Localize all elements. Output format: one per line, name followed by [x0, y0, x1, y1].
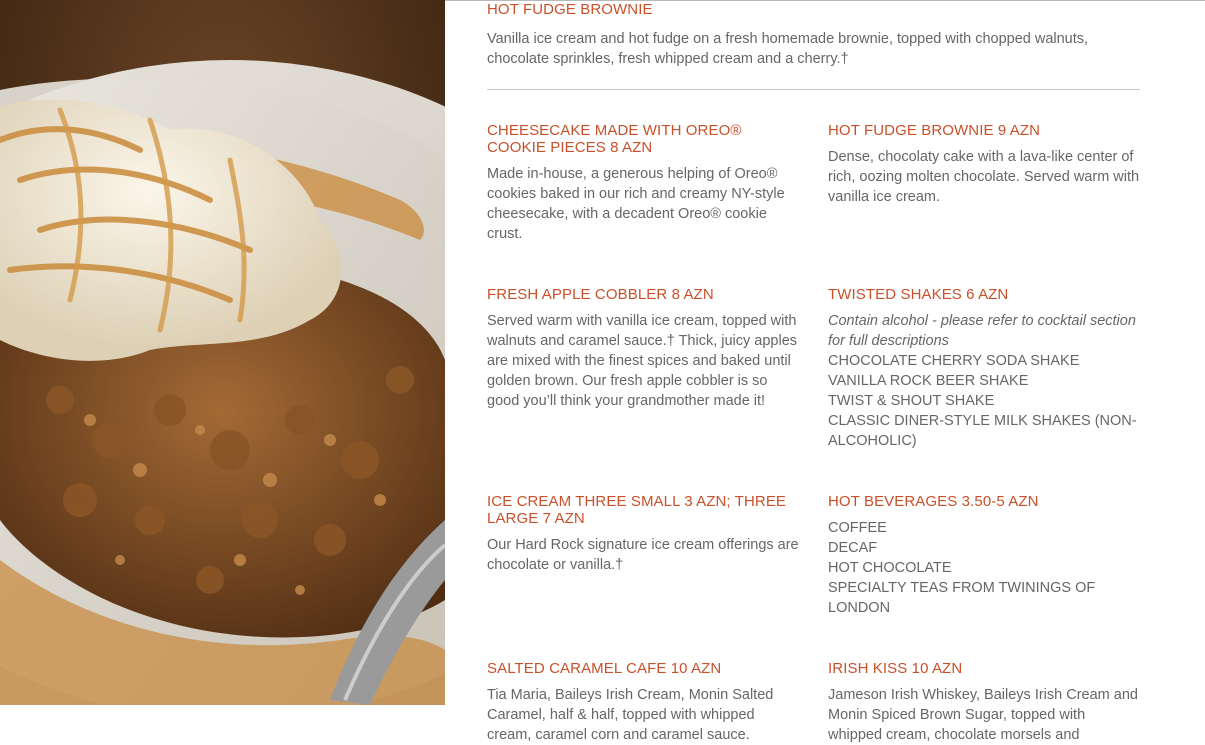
- item-description: Tia Maria, Baileys Irish Cream, Monin Salted Caramel, half & half, topped with whipped cream, caramel corn and caramel sauce.: [487, 687, 774, 743]
- item-description: Our Hard Rock signature ice cream offerings are chocolate or vanilla.†: [487, 537, 799, 573]
- list-item: SPECIALTY TEAS FROM TWININGS OF LONDON: [828, 580, 1096, 616]
- item-description: Served warm with vanilla ice cream, topped with walnuts and caramel sauce.† Thick, juicy apples are mixed with the finest spices and baked until golden brown. Our fresh apple cobbler is so good you’ll think your grandmother made it!: [487, 313, 798, 409]
- item-title: FRESH APPLE COBBLER 8 AZN: [487, 286, 714, 303]
- menu-item-hot-beverages: [828, 493, 1140, 618]
- featured-title: HOT FUDGE BROWNIE: [487, 1, 653, 18]
- item-title: TWISTED SHAKES 6 AZN: [828, 286, 1009, 303]
- item-title: HOT BEVERAGES 3.50-5 AZN: [828, 493, 1039, 510]
- section-divider: [487, 89, 1140, 90]
- shake-list: [828, 351, 1140, 451]
- item-note: [828, 311, 1140, 351]
- beverage-list: [828, 518, 1140, 618]
- menu-item-twisted-shakes: [828, 286, 1140, 451]
- menu-item-cheesecake: [487, 122, 799, 244]
- item-title: SALTED CARAMEL CAFE 10 AZN: [487, 660, 722, 677]
- featured-description: Vanilla ice cream and hot fudge on a fresh homemade brownie, topped with chopped walnuts, chocolate sprinkles, fresh whipped cream and a cherry.†: [487, 31, 1089, 67]
- list-item: VANILLA ROCK BEER SHAKE: [828, 373, 1029, 389]
- item-title: IRISH KISS 10 AZN: [828, 660, 963, 677]
- menu-item-hot-fudge-brownie: [828, 122, 1140, 207]
- list-item: [828, 411, 1140, 451]
- list-item: HOT CHOCOLATE: [828, 560, 952, 576]
- item-description: Dense, chocolaty cake with a lava-like center of rich, oozing molten chocolate. Served warm with vanilla ice cream.: [828, 149, 1140, 205]
- list-item: CHOCOLATE CHERRY SODA SHAKE: [828, 353, 1080, 369]
- item-title: CHEESECAKE MADE WITH OREO® COOKIE PIECES 8 AZN: [487, 122, 742, 156]
- list-item-text: CLASSIC DINER-STYLE MILK SHAKES (NON-ALCOHOLIC): [828, 413, 1137, 449]
- list-item: DECAF: [828, 540, 878, 556]
- list-item: COFFEE: [828, 520, 887, 536]
- menu-item-apple-cobbler: [487, 286, 799, 411]
- list-item: TWIST & SHOUT SHAKE: [828, 393, 995, 409]
- menu-item-salted-caramel-cafe: [487, 660, 799, 745]
- item-description: Jameson Irish Whiskey, Baileys Irish Cream and Monin Spiced Brown Sugar, topped with whipped cream, chocolate morsels and: [828, 687, 1138, 743]
- featured-item: [487, 1, 1140, 69]
- item-description: Made in-house, a generous helping of Oreo® cookies baked in our rich and creamy NY-style cheesecake, with a decadent Oreo® cookie crust.: [487, 166, 785, 242]
- dessert-photo: [0, 0, 445, 705]
- alcohol-note: Contain alcohol - please refer to cocktail section for full descriptions: [828, 313, 1136, 349]
- item-title: ICE CREAM THREE SMALL 3 AZN; THREE LARGE 7 AZN: [487, 493, 787, 527]
- item-title: HOT FUDGE BROWNIE 9 AZN: [828, 122, 1041, 139]
- menu-item-irish-kiss: [828, 660, 1140, 745]
- menu-item-ice-cream: [487, 493, 799, 575]
